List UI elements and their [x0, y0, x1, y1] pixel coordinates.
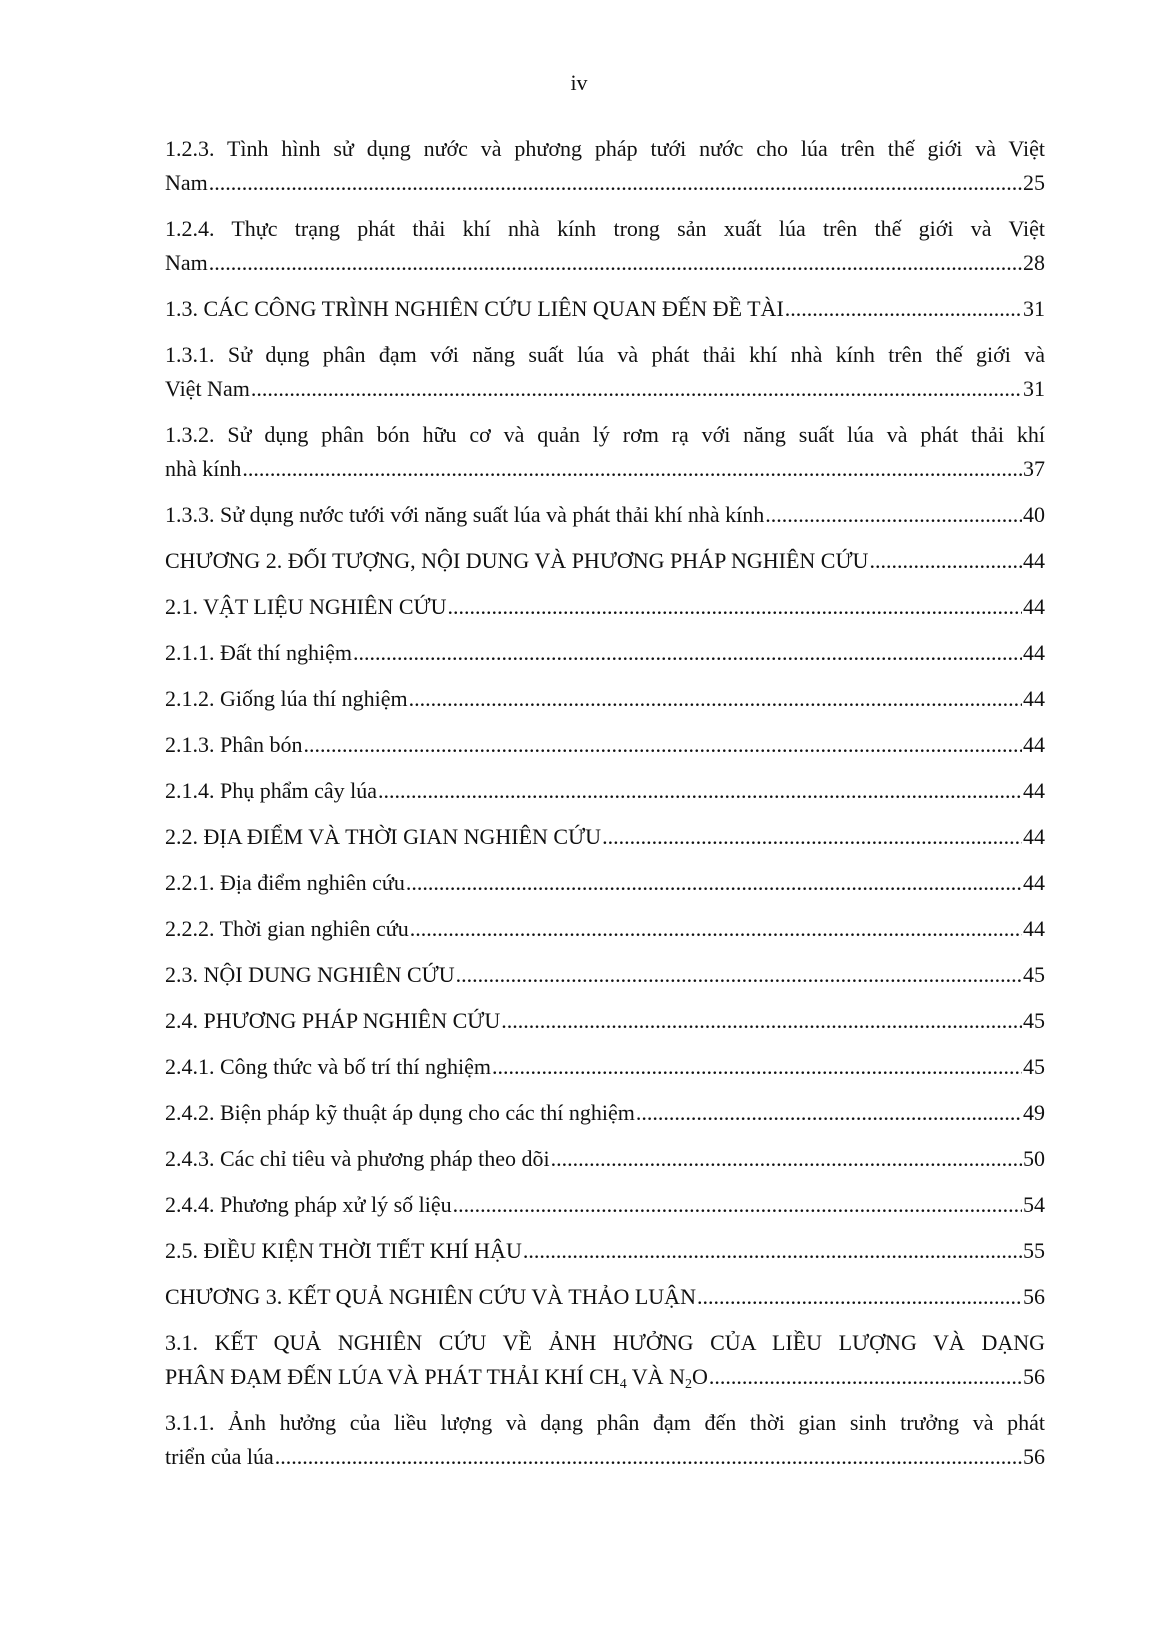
toc-entry[interactable] [165, 820, 1045, 854]
toc-entry-title-end: nhà kính [165, 456, 242, 481]
toc-entry[interactable] [165, 1004, 1045, 1038]
toc-page-number: 44 [1023, 594, 1045, 619]
toc-entry-title: 2.2. ĐỊA ĐIỂM VÀ THỜI GIAN NGHIÊN CỨU [165, 824, 602, 849]
toc-entry-title: 2.2.2. Thời gian nghiên cứu [165, 916, 409, 941]
toc-entry-title: CHƯƠNG 2. ĐỐI TƯỢNG, NỘI DUNG VÀ PHƯƠNG PHÁP NGHIÊN CỨU [165, 548, 869, 573]
toc-entry-title: 2.1. VẬT LIỆU NGHIÊN CỨU [165, 594, 447, 619]
toc-entry-title: 2.2.1. Địa điểm nghiên cứu [165, 870, 405, 895]
toc-entry[interactable] [165, 544, 1045, 578]
toc-entry-title-line: 3.1. KẾT QUẢ NGHIÊN CỨU VỀ ẢNH HƯỞNG CỦA LIỀU LƯỢNG VÀ DẠNG [165, 1330, 1045, 1355]
toc-page-number: 25 [1023, 170, 1045, 195]
toc-entry[interactable] [165, 1096, 1045, 1130]
subscript: 2 [684, 1377, 692, 1392]
toc-page-number: 44 [1023, 824, 1045, 849]
toc-entry[interactable] [165, 912, 1045, 946]
toc-page-number: 37 [1023, 456, 1045, 481]
toc-page-number: 44 [1023, 732, 1045, 757]
toc-entry[interactable] [165, 1142, 1045, 1176]
dot-leader [378, 774, 1022, 808]
toc-entry[interactable] [165, 1406, 1045, 1474]
toc-page-number: 44 [1023, 640, 1045, 665]
toc-entry-title-end [165, 1360, 708, 1394]
dot-leader [353, 636, 1022, 670]
toc-entry[interactable] [165, 682, 1045, 716]
toc-entry[interactable] [165, 774, 1045, 808]
toc-entry[interactable] [165, 1234, 1045, 1268]
toc-entry-title: 2.1.4. Phụ phẩm cây lúa [165, 778, 378, 803]
toc-page-number: 50 [1023, 1146, 1045, 1171]
dot-leader [492, 1050, 1022, 1084]
toc-entry-title: 2.4.1. Công thức và bố trí thí nghiệm [165, 1054, 492, 1079]
dot-leader [410, 912, 1022, 946]
toc-entry-title-line: 1.3.1. Sử dụng phân đạm với năng suất lúa và phát thải khí nhà kính trên thế giới và [165, 342, 1045, 367]
title-part: O [691, 1364, 708, 1389]
toc-entry-title: 2.4.4. Phương pháp xử lý số liệu [165, 1192, 452, 1217]
toc-entry-title-end: Nam [165, 170, 208, 195]
toc-page-number: 49 [1023, 1100, 1045, 1125]
dot-leader [453, 1188, 1022, 1222]
dot-leader [602, 820, 1022, 854]
dot-leader [251, 372, 1022, 406]
dot-leader [209, 246, 1022, 280]
dot-leader [869, 544, 1022, 578]
toc-entry-title: 2.1.3. Phân bón [165, 732, 303, 757]
toc-entry[interactable] [165, 636, 1045, 670]
toc-page-number: 28 [1023, 250, 1045, 275]
subscript: 4 [619, 1377, 627, 1392]
dot-leader [409, 682, 1022, 716]
toc-page-number: 56 [1023, 1444, 1045, 1469]
dot-leader [765, 498, 1022, 532]
toc-entry-title-end: triển của lúa [165, 1444, 274, 1469]
toc-entry-title-line: 1.2.3. Tình hình sử dụng nước và phương pháp tưới nước cho lúa trên thế giới và Việt [165, 136, 1045, 161]
toc-entry[interactable] [165, 418, 1045, 486]
dot-leader [501, 1004, 1022, 1038]
toc-entry[interactable] [165, 958, 1045, 992]
dot-leader [785, 292, 1022, 326]
toc-entry[interactable] [165, 1188, 1045, 1222]
toc-entry[interactable] [165, 212, 1045, 280]
toc-page-number: 55 [1023, 1238, 1045, 1263]
dot-leader [406, 866, 1022, 900]
toc-entry-title: 2.4.2. Biện pháp kỹ thuật áp dụng cho các thí nghiệm [165, 1100, 635, 1125]
toc-entry-title: 1.3. CÁC CÔNG TRÌNH NGHIÊN CỨU LIÊN QUAN ĐẾN ĐỀ TÀI [165, 296, 784, 321]
toc-entry-title-end: Nam [165, 250, 208, 275]
dot-leader [551, 1142, 1022, 1176]
toc-entry[interactable] [165, 1326, 1045, 1394]
toc-entry-title: 2.4.3. Các chỉ tiêu và phương pháp theo dõi [165, 1146, 550, 1171]
dot-leader [636, 1096, 1022, 1130]
dot-leader [697, 1280, 1022, 1314]
dot-leader [709, 1360, 1022, 1394]
toc-entry-title: 2.5. ĐIỀU KIỆN THỜI TIẾT KHÍ HẬU [165, 1238, 522, 1263]
toc-page-number: 44 [1023, 916, 1045, 941]
toc-page-number: 31 [1023, 376, 1045, 401]
toc-page-number: 54 [1023, 1192, 1045, 1217]
toc-page-number: 40 [1023, 502, 1045, 527]
toc-entry-title: 2.1.1. Đất thí nghiệm [165, 640, 352, 665]
toc-page-number: 44 [1023, 778, 1045, 803]
toc-entry-title: 2.4. PHƯƠNG PHÁP NGHIÊN CỨU [165, 1008, 501, 1033]
toc-page-number: 44 [1023, 686, 1045, 711]
toc-page-number: 44 [1023, 870, 1045, 895]
title-part: VÀ N [626, 1364, 685, 1389]
toc-entry[interactable] [165, 590, 1045, 624]
toc-entry-title: 2.1.2. Giống lúa thí nghiệm [165, 686, 408, 711]
toc-entry-title-end: Việt Nam [165, 376, 250, 401]
toc-page-number: 56 [1023, 1364, 1045, 1389]
dot-leader [447, 590, 1022, 624]
toc-page-number: 45 [1023, 962, 1045, 987]
toc-page-number: 31 [1023, 296, 1045, 321]
dot-leader [209, 166, 1022, 200]
toc-entry[interactable] [165, 1050, 1045, 1084]
toc-entry-title-line: 1.3.2. Sử dụng phân bón hữu cơ và quản lý rơm rạ với năng suất lúa và phát thải khí [165, 422, 1045, 447]
toc-entry[interactable] [165, 728, 1045, 762]
toc-entry[interactable] [165, 1280, 1045, 1314]
toc-page-number: 45 [1023, 1054, 1045, 1079]
toc-entry-title-line: 3.1.1. Ảnh hưởng của liều lượng và dạng phân đạm đến thời gian sinh trưởng và phát [165, 1410, 1045, 1435]
toc-entry[interactable] [165, 498, 1045, 532]
page-number: iv [570, 70, 588, 95]
toc-page-number: 45 [1023, 1008, 1045, 1033]
toc-entry-title: 1.3.3. Sử dụng nước tưới với năng suất lúa và phát thải khí nhà kính [165, 502, 765, 527]
toc-entry-title: 2.3. NỘI DUNG NGHIÊN CỨU [165, 962, 455, 987]
toc-page-number: 44 [1023, 548, 1045, 573]
table-of-contents [165, 132, 1045, 1486]
toc-entry[interactable] [165, 866, 1045, 900]
dot-leader [275, 1440, 1022, 1474]
toc-entry[interactable] [165, 132, 1045, 200]
dot-leader [523, 1234, 1022, 1268]
title-part: PHÂN ĐẠM ĐẾN LÚA VÀ PHÁT THẢI KHÍ CH [165, 1364, 620, 1389]
dot-leader [304, 728, 1023, 762]
toc-entry[interactable] [165, 338, 1045, 406]
toc-entry[interactable] [165, 292, 1045, 326]
toc-page-number: 56 [1023, 1284, 1045, 1309]
dot-leader [242, 452, 1022, 486]
dot-leader [456, 958, 1022, 992]
toc-entry-title-line: 1.2.4. Thực trạng phát thải khí nhà kính trong sản xuất lúa trên thế giới và Việt [165, 216, 1045, 241]
toc-entry-title: CHƯƠNG 3. KẾT QUẢ NGHIÊN CỨU VÀ THẢO LUẬN [165, 1284, 696, 1309]
